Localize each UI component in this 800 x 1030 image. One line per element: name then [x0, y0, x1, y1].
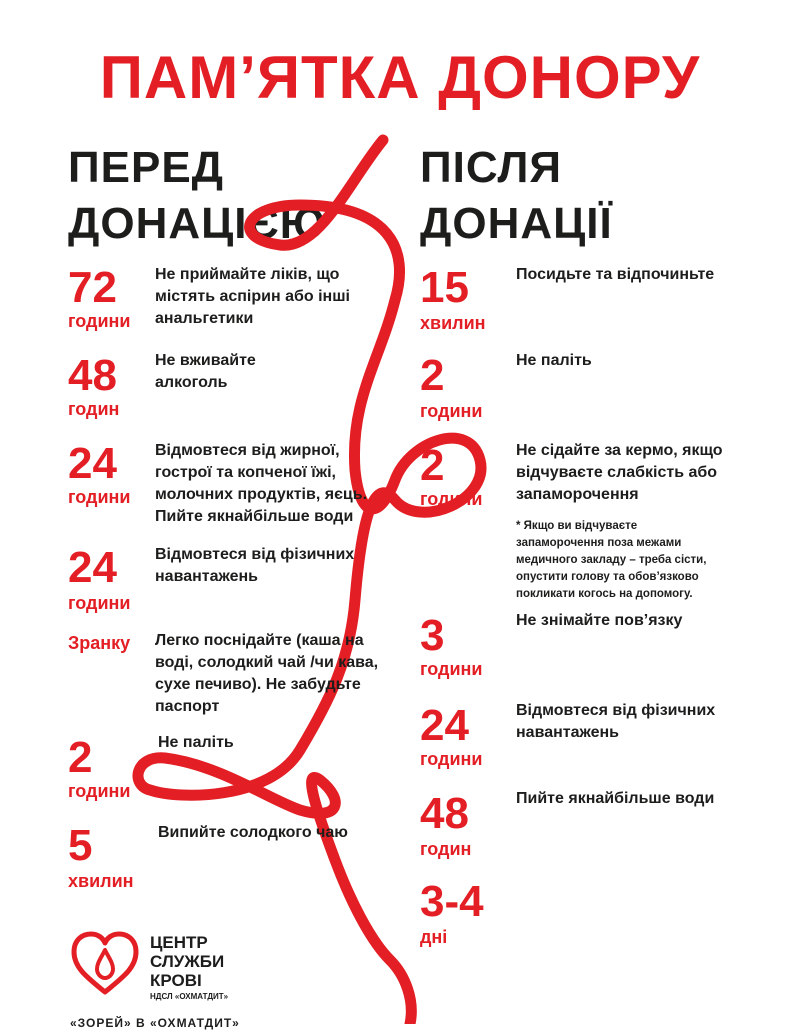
text-line: Не приймайте ліків, що	[155, 266, 340, 283]
left-item-text	[155, 440, 367, 528]
right-item-unit: хвилин	[420, 313, 486, 333]
left-item-text	[155, 544, 354, 588]
text-line: анальгетики	[155, 310, 254, 327]
logo-line: КРОВІ	[150, 971, 202, 990]
left-item-unit: години	[68, 781, 131, 801]
left-item-text	[155, 630, 378, 718]
text-line: навантажень	[516, 724, 620, 741]
left-heading	[68, 140, 326, 252]
left-heading-line1: ПЕРЕД	[68, 143, 225, 192]
left-item-text	[155, 350, 256, 394]
right-item-number: 2	[420, 441, 445, 490]
note-line: * Якщо ви відчуваєте	[516, 520, 638, 532]
left-item-unit: хвилин	[68, 871, 134, 891]
right-item-text	[516, 610, 682, 632]
right-item-number: 3	[420, 611, 445, 660]
text-line: Легко поснідайте (каша на	[155, 632, 364, 649]
note-line: опустити голову та обов’язково	[516, 571, 699, 583]
text-line: Випийте солодкого чаю	[158, 824, 348, 841]
note-line: запаморочення поза межами	[516, 537, 682, 549]
text-line: Не вживайте	[155, 352, 256, 369]
left-item-unit: години	[68, 593, 131, 613]
dizziness-note	[516, 518, 706, 603]
right-item-text	[516, 788, 714, 810]
logo-text	[150, 933, 224, 990]
note-line: медичного закладу – треба сісти,	[516, 554, 707, 566]
right-item-number: 2	[420, 351, 445, 400]
left-item-number: 48	[68, 351, 117, 400]
right-item-number: 15	[420, 263, 469, 312]
right-item-unit: години	[420, 489, 483, 509]
footer-cut-text: «ЗОРЕЙ» В «ОХМАТДИТ»	[70, 1016, 240, 1030]
right-heading-line2: ДОНАЦІЇ	[420, 199, 613, 248]
left-heading-line2: ДОНАЦІЄЮ	[68, 199, 327, 248]
right-item-number: 24	[420, 701, 469, 750]
right-item-number: 48	[420, 789, 469, 838]
text-line: Відмовтеся від фізичних	[516, 702, 716, 719]
text-line: запаморочення	[516, 486, 639, 503]
logo-line: ЦЕНТР	[150, 933, 208, 952]
text-line: Відмовтеся від жирної,	[155, 442, 340, 459]
right-item-unit: годин	[420, 839, 472, 859]
text-line: Не сідайте за кермо, якщо	[516, 442, 723, 459]
text-line: відчуваєте слабкість або	[516, 464, 718, 481]
left-item-number: 24	[68, 439, 117, 488]
left-item-number: Зранку	[68, 633, 131, 653]
text-line: Посидьте та відпочиньте	[516, 266, 715, 283]
left-item-number: 5	[68, 821, 93, 870]
right-item-text	[516, 264, 714, 286]
text-line: Не паліть	[158, 734, 234, 751]
left-item-text	[158, 822, 348, 844]
right-item-text	[516, 440, 723, 506]
left-item-number: 72	[68, 263, 117, 312]
left-item-unit: години	[68, 487, 131, 507]
right-item-text	[516, 700, 715, 744]
text-line: сухе печиво). Не забудьте	[155, 676, 361, 693]
text-line: Не паліть	[516, 352, 592, 369]
left-item-number: 24	[68, 543, 117, 592]
logo-line: СЛУЖБИ	[150, 952, 225, 971]
right-heading	[420, 140, 613, 252]
right-item-text	[516, 350, 592, 372]
left-item-text	[155, 264, 350, 330]
text-line: алкоголь	[155, 374, 228, 391]
heart-drop-logo-icon	[68, 928, 142, 998]
logo-subtitle: НДСЛ «ОХМАТДИТ»	[150, 992, 229, 1001]
right-item-number: 3-4	[420, 877, 484, 926]
text-line: молочних продуктів, яєць.	[155, 486, 368, 503]
text-line: Не знімайте пов’язку	[516, 612, 683, 629]
text-line: містять аспірин або інші	[155, 288, 350, 305]
text-line: гострої та копченої їжі,	[155, 464, 336, 481]
left-item-text	[158, 732, 234, 754]
text-line: воді, солодкий чай /чи кава,	[155, 654, 379, 671]
page-title: ПАМ’ЯТКА ДОНОРУ	[99, 44, 701, 111]
right-item-unit: дні	[420, 927, 448, 947]
text-line: навантажень	[155, 568, 259, 585]
text-line: паспорт	[155, 698, 220, 715]
right-item-unit: години	[420, 401, 483, 421]
left-item-unit: годин	[68, 399, 120, 419]
text-line: Пийте якнайбільше води	[155, 508, 354, 525]
text-line: Відмовтеся від фізичних	[155, 546, 355, 563]
right-item-unit: години	[420, 659, 483, 679]
text-line: Пийте якнайбільше води	[516, 790, 715, 807]
right-item-unit: години	[420, 749, 483, 769]
left-item-unit: години	[68, 311, 131, 331]
left-item-number: 2	[68, 733, 93, 782]
right-heading-line1: ПІСЛЯ	[420, 143, 563, 192]
note-line: покликати когось на допомогу.	[516, 588, 693, 600]
